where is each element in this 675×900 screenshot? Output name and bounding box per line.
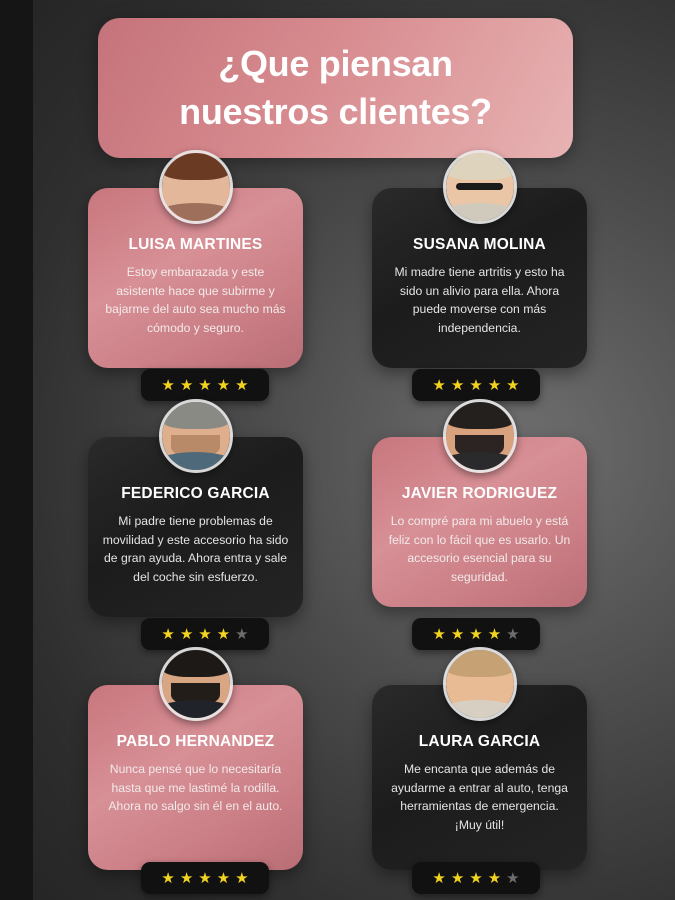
star-icon: ★ (487, 625, 502, 643)
rating-stars (412, 618, 540, 650)
star-icon: ★ (469, 869, 483, 887)
avatar (159, 150, 233, 224)
star-icon: ★ (198, 376, 212, 394)
star-icon: ★ (432, 869, 446, 887)
star-icon: ★ (161, 625, 175, 643)
star-icon: ★ (469, 376, 483, 394)
star-icon: ★ (487, 869, 502, 887)
customer-name: LAURA GARCIA (418, 733, 541, 750)
customer-name: FEDERICO GARCIA (121, 485, 270, 502)
star-icon: ★ (450, 625, 465, 643)
avatar (443, 399, 517, 473)
testimonial-card (88, 188, 303, 368)
customer-name: SUSANA MOLINA (413, 236, 546, 253)
star-icon: ★ (235, 625, 249, 643)
customer-quote: Lo compré para mi abuelo y está feliz con lo fácil que es usarlo. Un accesorio esencial para su seguridad. (388, 514, 571, 584)
star-icon: ★ (432, 625, 446, 643)
star-icon: ★ (161, 376, 175, 394)
star-icon: ★ (469, 625, 483, 643)
star-icon: ★ (179, 376, 194, 394)
page-header (98, 18, 573, 158)
testimonial-card (372, 685, 587, 870)
rating-stars (141, 618, 269, 650)
star-icon: ★ (506, 376, 520, 394)
rating-stars (141, 862, 269, 894)
star-icon: ★ (179, 625, 194, 643)
avatar (443, 647, 517, 721)
star-icon: ★ (450, 376, 465, 394)
customer-name: LUISA MARTINES (128, 236, 263, 253)
avatar (159, 647, 233, 721)
page-title (179, 40, 492, 135)
testimonial-card (372, 437, 587, 607)
rating-stars (412, 862, 540, 894)
customer-quote: Me encanta que además de ayudarme a entrar al auto, tenga herramientas de emergencia. ¡Muy útil! (391, 762, 568, 832)
star-icon: ★ (487, 376, 502, 394)
avatar (443, 150, 517, 224)
testimonial-card (372, 188, 587, 368)
page-title-line-2: nuestros clientes? (179, 91, 492, 132)
customer-quote: Nunca pensé que lo necesitaría hasta que me lastimé la rodilla. Ahora no salgo sin él en el auto. (108, 762, 283, 814)
star-icon: ★ (235, 869, 249, 887)
testimonial-card (88, 685, 303, 870)
customer-quote: Estoy embarazada y este asistente hace que subirme y bajarme del auto sea mucho más cómodo y seguro. (105, 265, 286, 335)
star-icon: ★ (216, 376, 231, 394)
star-icon: ★ (216, 625, 231, 643)
star-icon: ★ (198, 869, 212, 887)
star-icon: ★ (450, 869, 465, 887)
star-icon: ★ (235, 376, 249, 394)
star-icon: ★ (506, 625, 520, 643)
testimonial-card (88, 437, 303, 617)
rating-stars (141, 369, 269, 401)
star-icon: ★ (179, 869, 194, 887)
star-icon: ★ (161, 869, 175, 887)
star-icon: ★ (506, 869, 520, 887)
star-icon: ★ (216, 869, 231, 887)
customer-name: JAVIER RODRIGUEZ (401, 485, 558, 502)
avatar (159, 399, 233, 473)
customer-name: PABLO HERNANDEZ (116, 733, 275, 750)
customer-quote: Mi padre tiene problemas de movilidad y este accesorio ha sido de gran ayuda. Ahora entra y sale del coche sin esfuerzo. (102, 514, 289, 584)
sunglasses-icon (456, 183, 502, 190)
page-title-line-1: ¿Que piensan (218, 43, 453, 85)
customer-quote: Mi madre tiene artritis y esto ha sido un alivio para ella. Ahora puede moverse con más independencia. (394, 265, 565, 335)
star-icon: ★ (198, 625, 212, 643)
rating-stars (412, 369, 540, 401)
star-icon: ★ (432, 376, 446, 394)
